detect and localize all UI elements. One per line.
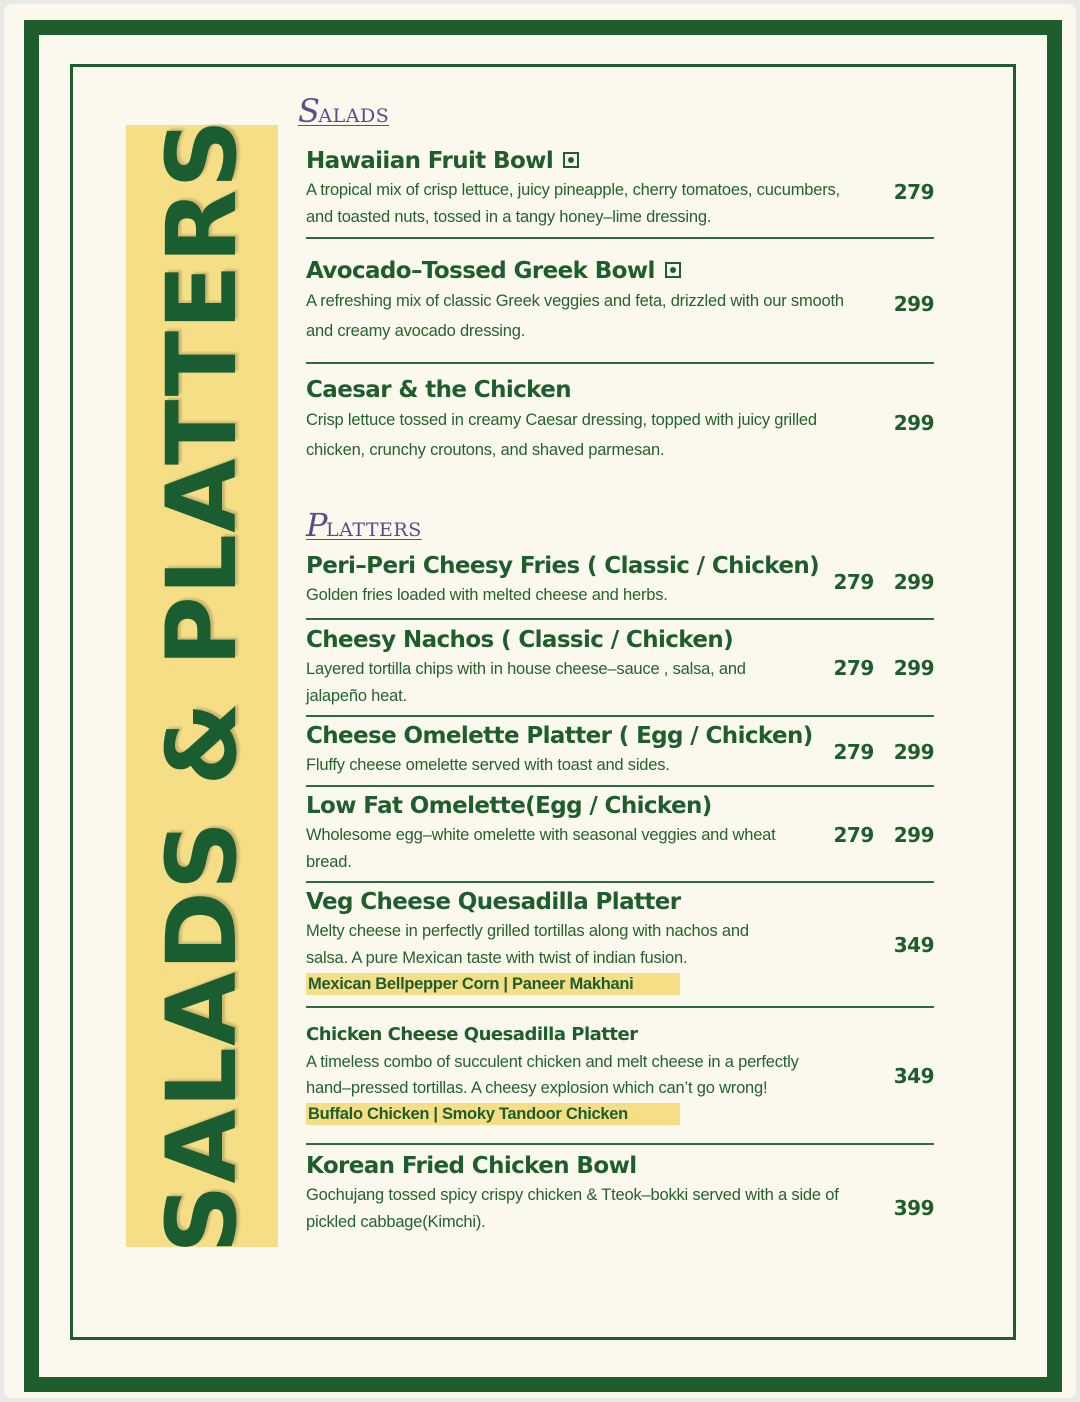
menu-item [306,627,934,709]
item-description: A tropical mix of crisp lettuce, juicy pineapple, cherry tomatoes, cucumbers, and toasted nuts, tossed in a tangy honey–lime dressing. [306,181,840,226]
divider [306,618,934,620]
item-name: Cheesy Nachos ( Classic / Chicken) [306,627,734,653]
price-classic: 279 [833,570,874,594]
item-name: Cheese Omelette Platter ( Egg / Chicken) [306,723,813,749]
item-name: Korean Fried Chicken Bowl [306,1153,637,1179]
platters-heading-rest: LATTERS [326,519,422,541]
flavour-options: Buffalo Chicken | Smoky Tandoor Chicken [306,1103,680,1125]
item-price: 279 [893,180,934,204]
price-chicken: 299 [893,740,934,764]
menu-item [306,889,934,995]
menu-item [306,1153,934,1235]
item-prices [814,570,935,594]
item-price: 349 [893,933,934,957]
item-description: A refreshing mix of classic Greek veggies and feta, drizzled with our smooth and creamy avocado dressing. [306,292,844,341]
item-description: Fluffy cheese omelette served with toast and sides. [306,756,670,775]
price-chicken: 299 [893,823,934,847]
divider [306,237,934,239]
item-prices [814,656,935,680]
menu-item [306,258,934,347]
divider [306,715,934,717]
item-price: 299 [893,292,934,316]
veg-symbol-icon [563,152,579,168]
item-prices [814,740,935,764]
item-description: Golden fries loaded with melted cheese and herbs. [306,586,668,605]
divider [306,1006,934,1008]
item-name: Hawaiian Fruit Bowl [306,148,554,174]
item-name: Chicken Cheese Quesadilla Platter [306,1024,638,1045]
item-name: Caesar & the Chicken [306,377,572,403]
page-title: SALADS & PLATTERS [146,118,258,1254]
price-classic: 279 [833,656,874,680]
divider [306,785,934,787]
price-egg: 279 [833,740,874,764]
price-egg: 279 [833,823,874,847]
divider [306,362,934,364]
menu-item [306,148,934,230]
item-description: Crisp lettuce tossed in creamy Caesar dressing, topped with juicy grilled chicken, crunchy croutons, and shaved parmesan. [306,411,817,460]
item-description: A timeless combo of succulent chicken and melt cheese in a perfectly hand–pressed tortillas. A cheesy explosion which can’t go wrong! [306,1052,799,1098]
item-price: 399 [893,1196,934,1220]
item-description: Melty cheese in perfectly grilled tortillas along with nachos and salsa. A pure Mexican taste with twist of indian fusion. [306,922,749,967]
menu-item [306,553,934,609]
item-name: Low Fat Omelette(Egg / Chicken) [306,793,712,819]
platters-heading-cap: P [306,506,329,544]
salads-heading [298,92,389,130]
veg-symbol-icon [665,262,681,278]
divider [306,1143,934,1145]
item-name-row [306,258,934,284]
price-chicken: 299 [893,656,934,680]
menu-item [306,1025,934,1125]
menu-item [306,793,934,875]
item-name: Peri–Peri Cheesy Fries ( Classic / Chicken) [306,553,820,579]
platters-heading [306,506,422,544]
flavour-options: Mexican Bellpepper Corn | Paneer Makhani [306,973,680,995]
salads-heading-cap: S [298,92,321,130]
divider [306,881,934,883]
menu-item [306,723,934,779]
price-chicken: 299 [893,570,934,594]
item-description: Gochujang tossed spicy crispy chicken & Tteok–bokki served with a side of pickled cabbage(Kimchi). [306,1186,839,1231]
item-description: Wholesome egg–white omelette with seasonal veggies and wheat bread. [306,826,776,871]
menu-item [306,377,934,466]
item-description: Layered tortilla chips with in house cheese–sauce , salsa, and jalapeño heat. [306,660,746,705]
item-price: 299 [893,411,934,435]
salads-heading-rest: ALADS [318,105,390,127]
item-name: Avocado–Tossed Greek Bowl [306,258,655,284]
item-name: Veg Cheese Quesadilla Platter [306,889,681,915]
item-name-row [306,148,934,174]
item-prices [814,823,935,847]
item-price: 349 [893,1064,934,1088]
